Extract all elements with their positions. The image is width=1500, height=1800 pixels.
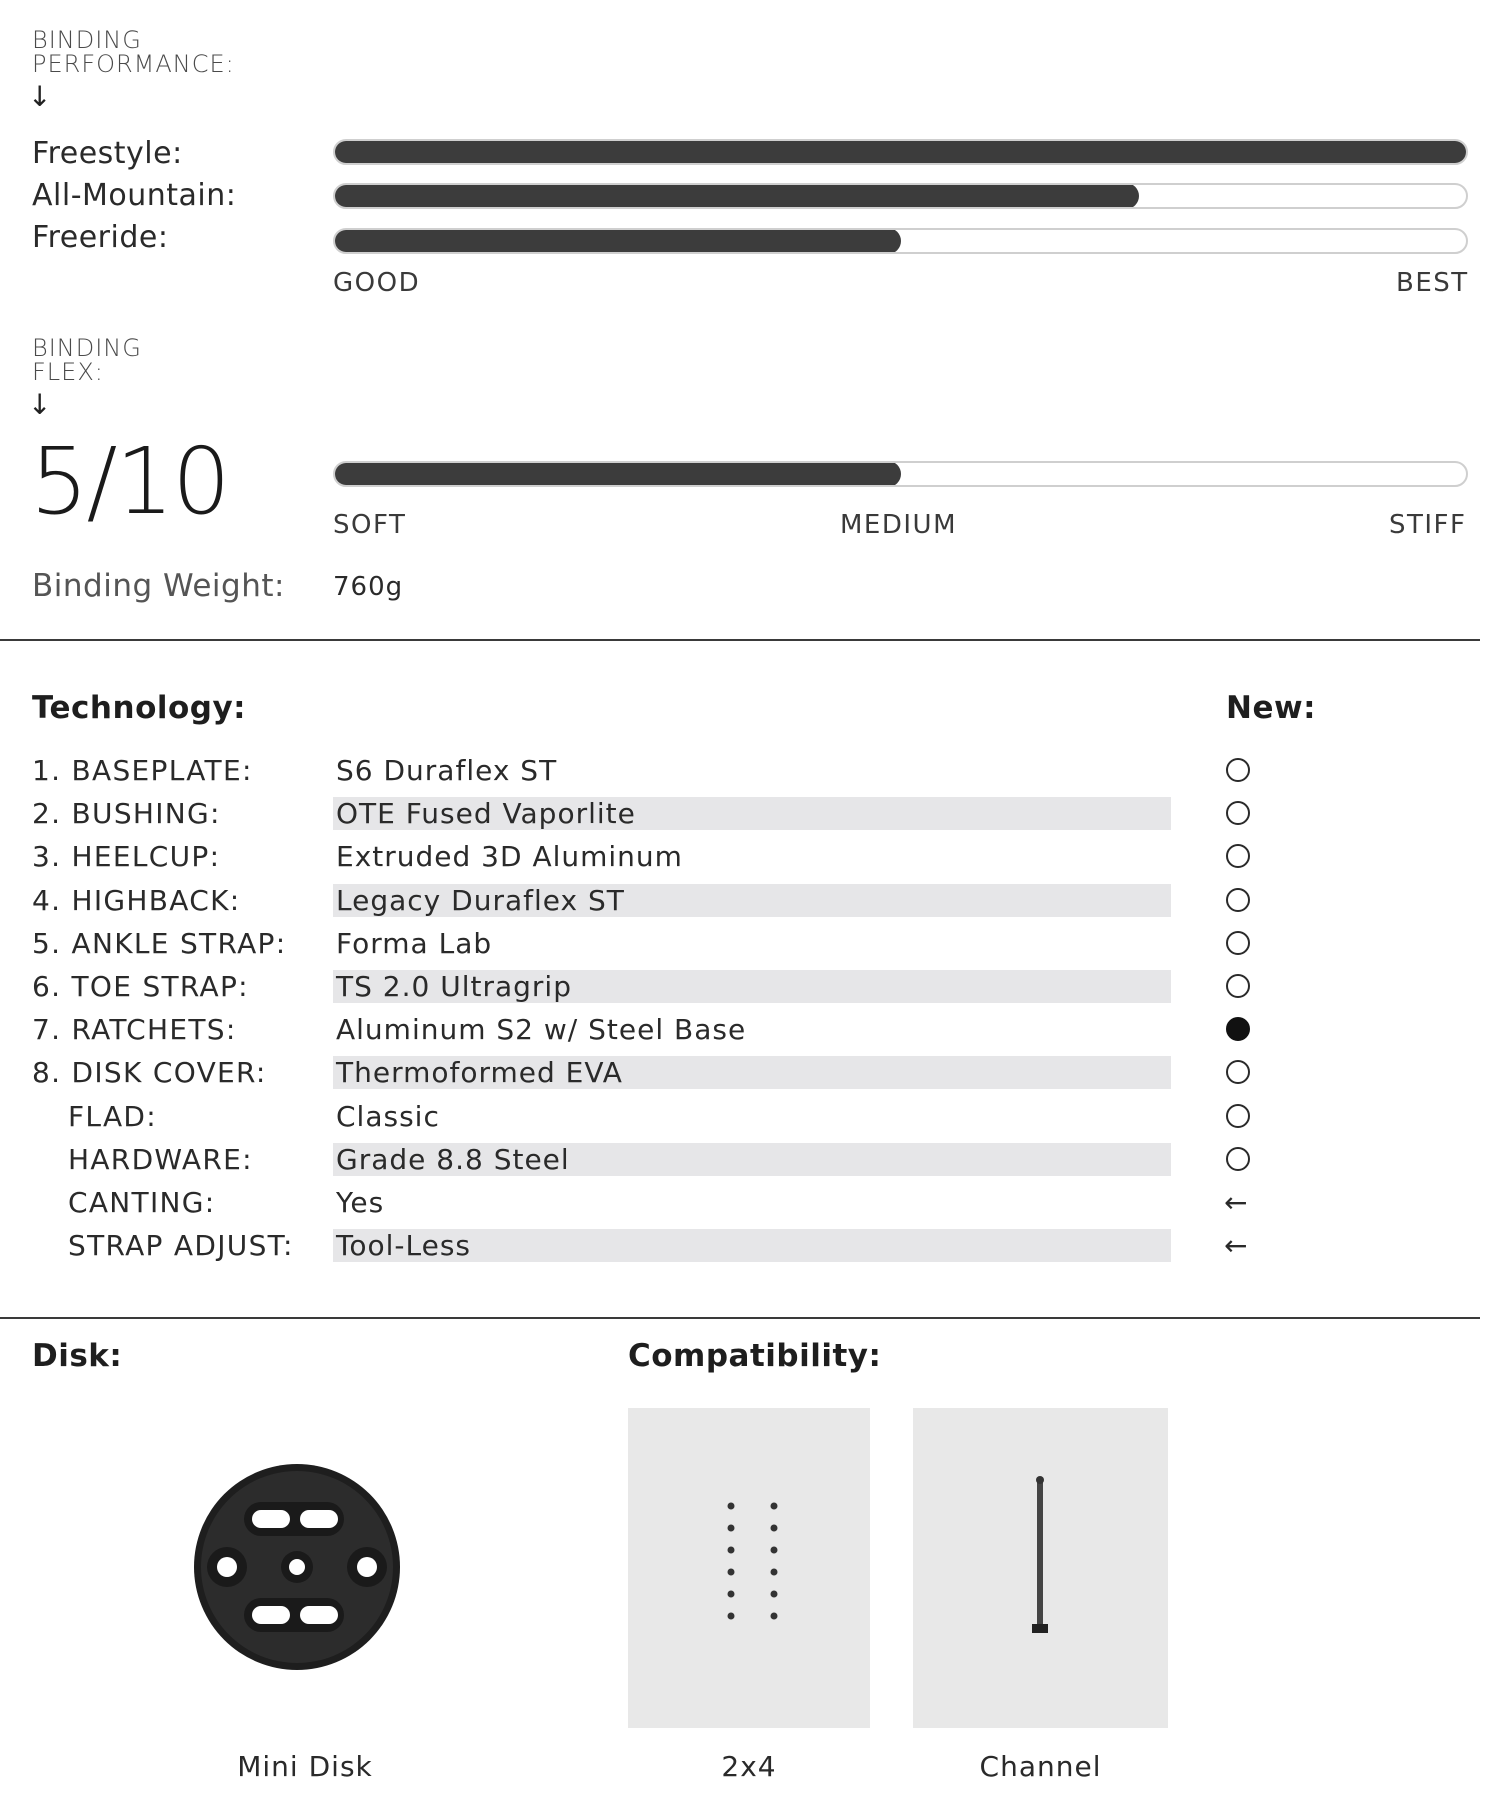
tech-row bbox=[0, 835, 1300, 878]
tech-row-value: Extruded 3D Aluminum bbox=[336, 840, 683, 874]
flex-scale-stiff: STIFF bbox=[1389, 510, 1467, 540]
arrow-down-icon: ↓ bbox=[28, 388, 52, 421]
new-empty-circle-icon bbox=[1226, 844, 1250, 868]
tech-row bbox=[0, 879, 1300, 922]
tech-row-value: Classic bbox=[336, 1099, 440, 1133]
perf-label-all-mountain: All-Mountain: bbox=[32, 178, 237, 213]
perf-scale-good: GOOD bbox=[333, 268, 421, 298]
tech-row-label: 7. RATCHETS: bbox=[32, 1013, 237, 1047]
mini-disk-image bbox=[192, 1462, 402, 1672]
disk-title: Disk: bbox=[32, 1338, 123, 1374]
new-empty-circle-icon bbox=[1226, 974, 1250, 998]
new-empty-circle-icon bbox=[1226, 801, 1250, 825]
tech-row-value-background bbox=[333, 1100, 1171, 1133]
perf-bar-fill bbox=[333, 228, 901, 254]
new-empty-circle-icon bbox=[1226, 931, 1250, 955]
tech-row bbox=[0, 749, 1300, 792]
tech-row-label: FLAD: bbox=[68, 1099, 157, 1133]
compat-2x4-caption: 2x4 bbox=[721, 1750, 777, 1783]
tech-row bbox=[0, 1008, 1300, 1051]
tech-row-value: Tool-Less bbox=[336, 1229, 471, 1263]
tech-row-value: Legacy Duraflex ST bbox=[336, 883, 625, 917]
tech-row-label: HARDWARE: bbox=[68, 1142, 253, 1176]
new-empty-circle-icon bbox=[1226, 888, 1250, 912]
flex-title-line1: BINDING bbox=[32, 334, 142, 362]
perf-bar-all-mountain bbox=[333, 183, 1468, 209]
tech-row bbox=[0, 1138, 1300, 1181]
new-empty-circle-icon bbox=[1226, 1147, 1250, 1171]
2x4-hole-pattern-icon bbox=[628, 1408, 870, 1728]
arrow-left-icon: ← bbox=[1224, 1229, 1248, 1263]
tech-row-value: Thermoformed EVA bbox=[336, 1056, 623, 1090]
perf-bar-fill bbox=[333, 183, 1139, 209]
tech-row-label: 6. TOE STRAP: bbox=[32, 970, 249, 1003]
arrow-down-icon: ↓ bbox=[28, 80, 52, 113]
new-empty-circle-icon bbox=[1226, 758, 1250, 782]
performance-title-line2: PERFORMANCE: bbox=[32, 50, 235, 78]
tech-row bbox=[0, 1095, 1300, 1138]
section-divider bbox=[0, 1317, 1480, 1319]
tech-row-label: STRAP ADJUST: bbox=[68, 1229, 294, 1263]
weight-value: 760g bbox=[333, 572, 404, 602]
perf-label-freestyle: Freestyle: bbox=[32, 136, 183, 171]
channel-slot-icon bbox=[913, 1408, 1168, 1728]
compat-channel-image bbox=[913, 1408, 1168, 1728]
flex-bar-fill bbox=[333, 461, 901, 487]
tech-row bbox=[0, 965, 1300, 1008]
new-empty-circle-icon bbox=[1226, 1104, 1250, 1128]
tech-row-label: 5. ANKLE STRAP: bbox=[32, 926, 287, 960]
tech-row-label: 4. HIGHBACK: bbox=[32, 883, 241, 917]
flex-scale-soft: SOFT bbox=[333, 510, 407, 540]
mini-disk-caption: Mini Disk bbox=[237, 1750, 373, 1783]
tech-row-label: 1. BASEPLATE: bbox=[32, 754, 253, 787]
new-column-title: New: bbox=[1226, 690, 1317, 726]
tech-row-label: 8. DISK COVER: bbox=[32, 1056, 267, 1090]
flex-scale-medium: MEDIUM bbox=[840, 510, 958, 540]
performance-title-line1: BINDING bbox=[32, 26, 142, 54]
tech-row bbox=[0, 1224, 1300, 1267]
tech-row-value: OTE Fused Vaporlite bbox=[336, 797, 636, 831]
compat-2x4-image bbox=[628, 1408, 870, 1728]
tech-row-value: Forma Lab bbox=[336, 926, 493, 960]
weight-label: Binding Weight: bbox=[32, 568, 285, 604]
tech-row-label: 3. HEELCUP: bbox=[32, 840, 221, 874]
section-divider bbox=[0, 639, 1480, 641]
performance-section-title bbox=[32, 28, 235, 76]
tech-row-label: CANTING: bbox=[68, 1186, 216, 1219]
perf-scale-best: BEST bbox=[1396, 268, 1469, 298]
tech-row bbox=[0, 922, 1300, 965]
perf-bar-freestyle bbox=[333, 139, 1468, 165]
flex-rating-value: 5/10 bbox=[30, 428, 229, 535]
tech-row-value: Grade 8.8 Steel bbox=[336, 1142, 570, 1176]
tech-row-value-background bbox=[333, 1186, 1171, 1219]
tech-row-value: S6 Duraflex ST bbox=[336, 754, 558, 787]
tech-row-value: TS 2.0 Ultragrip bbox=[336, 970, 572, 1003]
flex-title-line2: FLEX: bbox=[32, 358, 104, 386]
tech-row bbox=[0, 1051, 1300, 1094]
tech-row-value: Aluminum S2 w/ Steel Base bbox=[336, 1013, 747, 1047]
new-empty-circle-icon bbox=[1226, 1060, 1250, 1084]
arrow-left-icon: ← bbox=[1224, 1186, 1248, 1219]
perf-label-freeride: Freeride: bbox=[32, 220, 169, 255]
tech-row-label: 2. BUSHING: bbox=[32, 797, 221, 831]
technology-title: Technology: bbox=[32, 690, 247, 726]
tech-row bbox=[0, 1181, 1300, 1224]
tech-row-value: Yes bbox=[336, 1186, 385, 1219]
perf-bar-freeride bbox=[333, 228, 1468, 254]
compat-channel-caption: Channel bbox=[979, 1750, 1102, 1783]
perf-bar-fill bbox=[333, 139, 1468, 165]
tech-row bbox=[0, 792, 1300, 835]
flex-section-title bbox=[32, 336, 142, 384]
compatibility-title: Compatibility: bbox=[628, 1338, 882, 1374]
flex-bar bbox=[333, 461, 1468, 487]
new-filled-circle-icon bbox=[1226, 1017, 1250, 1041]
